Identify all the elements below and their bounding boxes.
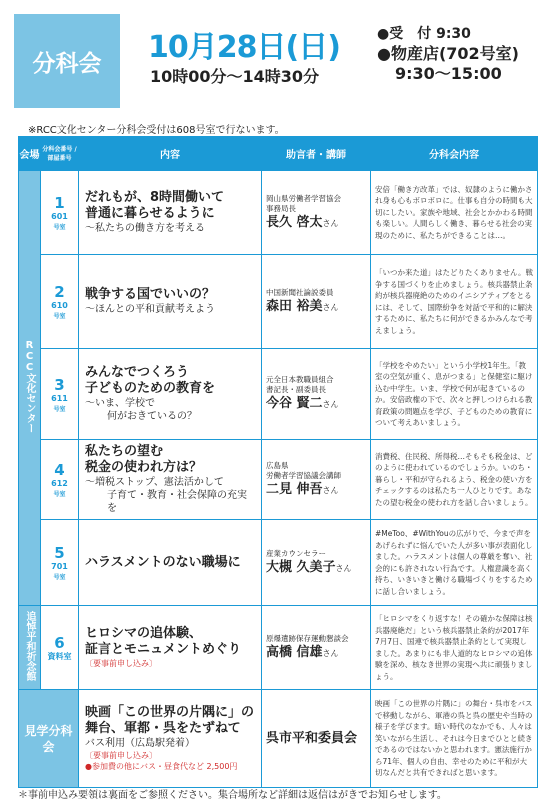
reception-time: ●受 付 9:30 — [377, 26, 471, 42]
table-row — [19, 171, 538, 255]
session-desc: 「いつか来た道」はたどりたくありません。戦争する国づくりを止めましょう。核兵器禁止条約が核兵器廃絶のためのイニシアティブをとるには、そして、国際紛争を対話で平和的に解決するために、私たちに何ができるかみんなで考えましょう。 — [371, 255, 538, 349]
session-content: 戦争する国でいいの？ 〜ほんとの平和貢献考えよう — [79, 255, 262, 349]
session-content: 映画「この世界の片隅に」の 舞台、軍都・呉をたずねて バス利用（広島駅発着） 〔要事前申し込み〕 ●参加費の他にバス・昼食代など 2,500円 — [79, 690, 262, 788]
event-date: 10月28日(日) — [148, 30, 340, 65]
advisor: 広島県 労働者学習協議会講師 二見 伸吾さん — [262, 440, 371, 520]
section-badge: 分科会 — [14, 14, 120, 108]
advisor: 中国新聞社論説委員 森田 裕美さん — [262, 255, 371, 349]
session-content: ヒロシマの追体験、 証言とモニュメントめぐり 〔要事前申し込み〕 — [79, 606, 262, 690]
session-desc: 消費税、住民税、所得税…そもそも税金は、どのように使われているのでしょうか。いのち・暮らし・平和が守られるよう、税金の使い方をチェックするのは私たち一人ひとりです。あなたの望む税金の使われ方を話し合いましょう。 — [371, 440, 538, 520]
venue-rcc: RCC文化センター — [19, 171, 41, 606]
table-row — [19, 255, 538, 349]
session-table — [18, 136, 538, 788]
session-no: 5 701 号室 — [41, 520, 79, 606]
session-desc: 映画「この世界の片隅に」の舞台・呉市をバスで移動しながら、軍港の呉と呉の歴史や当時の様子を学びます。暗い時代のなかでも、人々は笑いながら生活し、それは今日までひとと続きであるのではないかと思われます。憲法施行から71年、個人の自由、幸せのために平和が大切なんだと共有できればと思います。 — [371, 690, 538, 788]
header-advisor: 助言者・講師 — [262, 137, 371, 171]
venue-tour: 見学分科会 — [19, 690, 79, 788]
session-no: 6 資料室 — [41, 606, 79, 690]
session-no: 2 610 号室 — [41, 255, 79, 349]
header-content: 内容 — [79, 137, 262, 171]
venue-memorial: 追悼平和祈念館 — [19, 606, 41, 690]
header-no: 分科会番号 / 部屋番号 — [41, 137, 79, 171]
table-row — [19, 349, 538, 440]
footer-note: ＊事前申込み要領は裏面をご参照ください。集合場所など詳細は返信はがきでお知らせします。 — [18, 790, 447, 801]
table-row — [19, 520, 538, 606]
header-venue: 会場 — [19, 137, 41, 171]
session-desc: 「学校をやめたい」という小学校1年生。「教室の空気が重く、息がつまる」と保健室に駆け込む中学生。いま、学校で何が起きているのか。安倍政権の下で、次々と押しつけられる教育政策の問題点を学び、子どものための教育について考えあいましょう。 — [371, 349, 538, 440]
advisor: 元全日本教職員組合 書記長・副委員長 今谷 賢二さん — [262, 349, 371, 440]
session-content: みんなでつくろう 子どものための教育を 〜いま、学校で 何がおきているの？ — [79, 349, 262, 440]
bussanten-time: 9:30〜15:00 — [395, 64, 502, 83]
table-row — [19, 440, 538, 520]
header-desc: 分科会内容 — [371, 137, 538, 171]
session-content: だれもが、8時間働いて 普通に暮らせるように 〜私たちの働き方を考える — [79, 171, 262, 255]
session-no: 3 611 号室 — [41, 349, 79, 440]
advisor: 岡山県労働者学習協会 事務局長 長久 啓太さん — [262, 171, 371, 255]
table-row — [19, 606, 538, 690]
session-content: ハラスメントのない職場に — [79, 520, 262, 606]
reception-info — [377, 24, 519, 84]
session-no: 1 601 号室 — [41, 171, 79, 255]
table-header-row — [19, 137, 538, 171]
reception-note: ※RCC文化センター分科会受付は608号室で行ないます。 — [28, 125, 285, 136]
session-content: 私たちの望む 税金の使われ方は？ 〜増税ストップ、憲法活かして 子育て・教育・社会保障の充実を — [79, 440, 262, 520]
advisor: 原爆遺跡保存運動懇談会 高橋 信雄さん — [262, 606, 371, 690]
bussanten-venue: ●物産店(702号室) — [377, 44, 519, 63]
session-desc: 「ヒロシマをくり返すな！その確かな保障は核兵器廃絶だ」という核兵器禁止条約が2017年7月7日、国連で核兵器禁止条約として実現しました。あまりにも非人道的なヒロシマの追体験を深め、核なき世界の実現へ共に頑張りましょう。 — [371, 606, 538, 690]
table-row — [19, 690, 538, 788]
session-no: 4 612 号室 — [41, 440, 79, 520]
advisor: 呉市平和委員会 — [262, 690, 371, 788]
event-time: 10時00分〜14時30分 — [150, 67, 320, 86]
advisor: 産業カウンセラー 大槻 久美子さん — [262, 520, 371, 606]
session-desc: 安倍「働き方改革」では、奴隷のように働かされ身も心もボロボロに。仕事も自分の時間も大切にしたい。家族や地域、社会とかかわる時間も楽しい。人間らしく働き、暮らせる社会の実現のために、私たちができることは…。 — [371, 171, 538, 255]
session-desc: #MeToo、#WithYouの広がりで、今まで声をあげられずに悩んでいた人が多い事が表面化しました。ハラスメントは個人の尊厳を奪い、社会的にも許されない行為です。人権意識を高く持ち、いきいきと働ける職場づくりをするために話し合いましょう。 — [371, 520, 538, 606]
